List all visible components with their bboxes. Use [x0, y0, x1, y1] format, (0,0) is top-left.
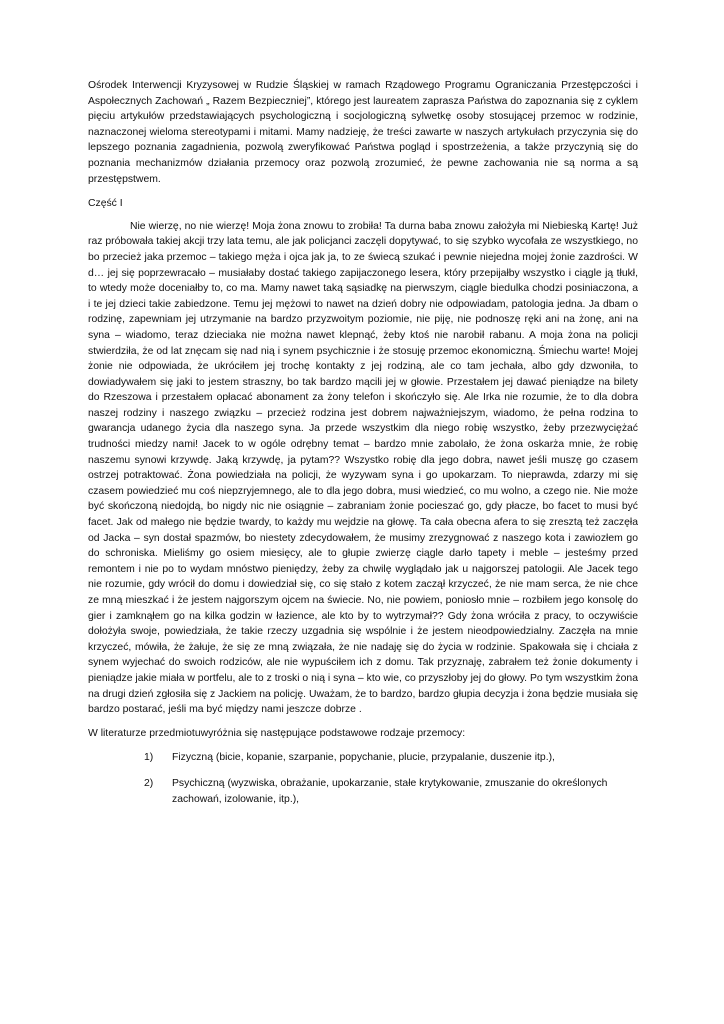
list-item-number: 2) [144, 777, 154, 789]
list-item-text: Psychiczną (wyzwiska, obrażanie, upokarzanie, stałe krytykowanie, zmuszanie do określonych zachowań, izolowanie, itp.), [172, 777, 608, 805]
violence-types-list [88, 750, 638, 807]
story-paragraph: Nie wierzę, no nie wierzę! Moja żona znowu to zrobiła! Ta durna baba znowu założyła mi Niebieską Kartę! Już raz próbowała takiej akcji trzy lata temu, ale jak policjanci zaczęli dopytywać, to się szybko wycofała ze wszystkiego, no bo przecież jaka przemoc – takiego męża i ojca jak ja, to ze świecą szukać i pewnie niejedna mojej żonie zazdrości. W d… jej się poprzewracało – musiałaby dostać takiego zapijaczonego lesera, który przepijałby wszystko i ciągle ją tłukł, to wtedy może doceniałby to, co ma. Mamy nawet taką sąsiadkę na pierwszym, ciągle biedulka chodzi posiniaczona, a i te jej dzieci takie zabiedzone. Temu jej mężowi to nawet na dzień dobry nie odpowiadam, patologia jedna. Ja dbam o rodzinę, zapewniam jej utrzymanie na bardzo przyzwoitym poziomie, nie piję, nie podnoszę ręki ani na żonę, ani na syna – wiadomo, teraz dzieciaka nie można nawet klepnąć, żeby ktoś nie narobił rabanu. A moja żona na policji stwierdziła, że od lat znęcam się nad nią i synem psychicznie i że stosuję przemoc ekonomiczną. Śmiechu warte! Mojej żonie nie odpowiada, że ukróciłem jej trochę kontakty z jej rodziną, ale co tam jechała, albo gdy dzwoniła, to dowiadywałem się jaki to jestem straszny, bo tak bardzo mącili jej w głowie. Przestałem jej dawać pieniądze na bilety do Rzeszowa i przestałem opłacać abonament za żony telefon i skończyło się. Ale Irka nie rozumie, że to dla dobra naszej rodziny i naszego związku – przecież rodzina jest dobrem najważniejszym, wiadomo, że pełna rodzina to gwarancja udanego życia dla naszego syna. Ja przede wszystkim dla niego robię wszystko, żeby przezwyciężać trudności miedzy nami! Jacek to w ogóle odrębny temat – bardzo mnie zabolało, że żona oskarża mnie, że robię naszemu synowi krzywdę. Jaką krzywdę, ja pytam?? Wszystko robię dla jego dobra, nawet jeśli muszę go czasem ostrzej potraktować. Żona powiedziała na policji, że wyzywam syna i go upokarzam. To nieprawda, zdarzy mi się czasem powiedzieć mu coś niepzryjemnego, ale to dla jego dobra, musi wiedzieć, co mu wolno, a czego nie. Nie może być skończoną niedojdą, bo nigdy nic nie osiągnie – zabraniam żonie pocieszać go, gdy płacze, bo facet to musi być facet. Jak od małego nie będzie twardy, to każdy mu wejdzie na głowę. Ta cała obecna afera to się zresztą też zaczęła od Jacka – syn dostał spazmów, bo niestety zdecydowałem, że musimy zrezygnować z naszego kota i zawiozłem go do schroniska. Mieliśmy go osiem miesięcy, ale to głupie zwierzę ciągle darło tapety i meble – jesteśmy przed remontem i nie po to wydam mnóstwo pieniędzy, żeby za chwilę wyglądało jak u najgorszej patologii. Ale Jacek tego nie rozumie, gdy wrócił do domu i dowiedział się, co się stało z kotem zaczął krzyczeć, że nie mam serca, że nie chce ze mną mieszkać i że jestem najgorszym ojcem na świecie. No, nie powiem, poniosło mnie – rozbiłem jego konsolę do gier i zamknąłem go na kilka godzin w łazience, ale kto by to wytrzymał?? Gdy żona wróciła z pracy, to oczywiście dołożyła swoje, powiedziała, że takie rzeczy uzgadnia się wspólnie i że jestem nieodpowiedzialny. Zaczęła na mnie krzyczeć, mówiła, że żałuje, że się ze mną związała, że nie nadaję się do życia w rodzinie. Spakowała się i chciała z synem wyjechać do swoich rodziców, ale nie wypuściłem ich z domu. Tak przyznaję, zabrałem też żonie dokumenty i pieniądze jakie miała w portfelu, ale to z troski o nią i syna – kto wie, co przyszłoby jej do głowy. Po tym wszystkim żona na drugi dzień zgłosiła się z Jackiem na policję. Uważam, że to bardzo, bardzo głupia decyzja i żona będzie musiała się bardzo postarać, jeśli ma być między nami jeszcze dobrze . [88, 220, 638, 716]
list-item [88, 750, 638, 766]
list-item-text: Fizyczną (bicie, kopanie, szarpanie, popychanie, plucie, przypalanie, duszenie itp.), [172, 752, 555, 764]
part-heading: Część I [88, 198, 123, 210]
list-item [88, 776, 638, 807]
intro-paragraph: Ośrodek Interwencji Kryzysowej w Rudzie Śląskiej w ramach Rządowego Programu Ograniczania Przestępczości i Aspołecznych Zachowań „ Razem Bezpieczniej”, którego jest laureatem zaprasza Państwa do zapoznania się z cyklem pięciu artykułów przedstawiających psychologiczną i socjologiczną sylwetkę osoby stosującej przemoc w rodzinie, naznaczonej wieloma stereotypami i mitami. Mamy nadzieję, że treści zawarte w naszych artykułach przyczynia się do lepszego poznania zagadnienia, pozwolą zweryfikować Państwa pogląd i spostrzeżenia, a także przyczynią się do poznania mechanizmów działania przemocy oraz pozwolą zrozumieć, że pewne zachowania nie są norma a są przestępstwem. [88, 80, 638, 185]
violence-types-intro: W literaturze przedmiotuwyróżnia się następujące podstawowe rodzaje przemocy: [88, 727, 466, 739]
list-item-number: 1) [144, 752, 154, 764]
document-page [88, 78, 638, 817]
